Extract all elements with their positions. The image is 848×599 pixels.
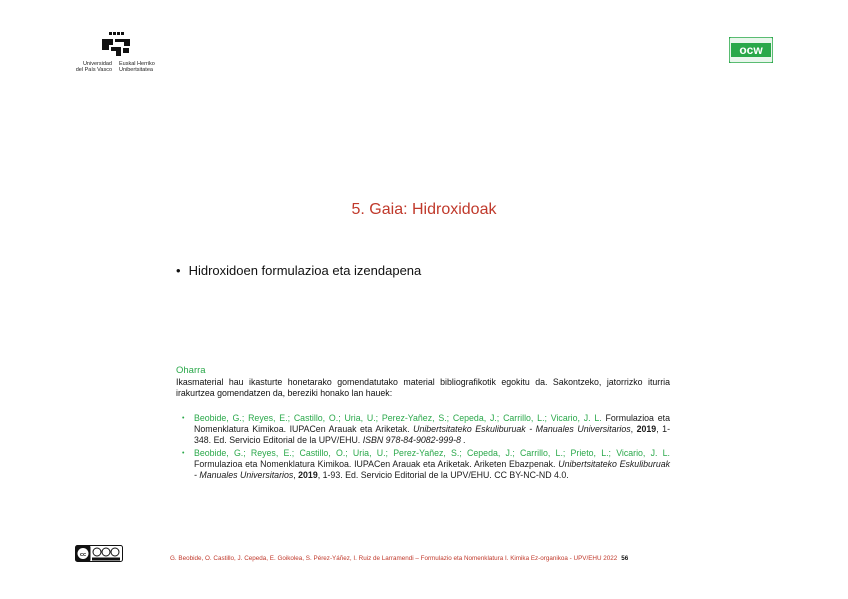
reference-authors: Beobide, G.; Reyes, E.; Castillo, O.; Uria, U.; Perez-Yañez, S.; Cepeda, J.; Carrillo, L.; Prieto, L.; Vicario, J. L. <box>194 448 670 458</box>
upv-name-basque: Euskal Herriko Unibertsitatea <box>119 61 155 73</box>
reference-title: Formulazioa eta Nomenklatura Kimikoa. IUPACen Arauak eta Ariketak. <box>194 413 670 434</box>
reference-series: Unibertsitateko Eskuliburuak - Manuales Universitarios <box>194 459 671 480</box>
reference-details: , 1-93. Ed. Servicio Editorial de la UPV/EHU. CC BY-NC-ND 4.0. <box>317 470 569 480</box>
reference-isbn: ISBN 978-84-9082-999-8 . <box>362 435 466 445</box>
note-section <box>176 365 670 483</box>
page-number: 56 <box>621 555 629 562</box>
svg-text:cc: cc <box>79 552 87 558</box>
reference-year: 2019 <box>298 470 318 480</box>
main-bullet-text: Hidroxidoen formulazioa eta izendapena <box>188 263 422 278</box>
upv-ehu-logo <box>64 30 168 78</box>
footer-credits: G. Beobide, O. Castillo, J. Cepeda, E. Goikolea, S. Pérez-Yáñez, I. Ruiz de Larramendi – Formulazio eta Nomenklatura I. Kimika Ez-organikoa - UPV/EHU 2022 <box>170 555 618 562</box>
reference-title: Formulazioa eta Nomenklatura Kimikoa. IUPACen Arauak eta Ariketak. Ariketen Ebazpenak. <box>194 459 559 469</box>
page-title: 5. Gaia: Hidroxidoak <box>351 201 497 218</box>
cc-license-badge-icon <box>75 545 123 562</box>
note-heading: Oharra <box>176 365 206 376</box>
note-body: Ikasmaterial hau ikasturte honetarako gomendatutako material bibliografikotik egokitu da. Sakontzeko, jatorrizko iturria irakurtzea gomendatzen da, bereziki honako lan hauek: <box>176 377 670 398</box>
main-bullet-item <box>176 263 421 278</box>
reference-authors: Beobide, G.; Reyes, E.; Castillo, O.; Uria, U.; Perez-Yañez, S.; Cepeda, J.; Carrillo, L.; Vicario, J. L. <box>194 413 602 423</box>
footer <box>170 555 628 562</box>
ocw-logo-icon <box>729 37 773 63</box>
bullet-dot: • <box>176 263 181 278</box>
reference-details: , 1-348. Ed. Servicio Editorial de la UPV/EHU. <box>194 424 671 445</box>
reference-year: 2019 <box>636 424 657 434</box>
upv-name-spanish: Universidad del País Vasco <box>75 61 112 73</box>
upv-ehu-emblem-icon <box>99 30 133 58</box>
reference-item: • Beobide, G.; Reyes, E.; Castillo, O.; Uria, U.; Perez-Yañez, S.; Cepeda, J.; Carrillo, L.; Vicario, J. L. Formulazioa eta Nomenklatura Kimikoa. IUPACen Arauak eta Ariketak. Unibertsitateko Eskuliburuak - Manuales Universitarios, 2019, 1-348. Ed. Servicio Editorial de la UPV/EHU. ISBN 978-84-9082-999-8 . <box>194 413 670 446</box>
reference-item: • Beobide, G.; Reyes, E.; Castillo, O.; Uria, U.; Perez-Yañez, S.; Cepeda, J.; Carrillo, L.; Prieto, L.; Vicario, J. L. Formulazioa eta Nomenklatura Kimikoa. IUPACen Arauak eta Ariketak. Ariketen Ebazpenak. Unibertsitateko Eskuliburuak - Manuales Universitarios, 2019, 1-93. Ed. Servicio Editorial de la UPV/EHU. CC BY-NC-ND 4.0. <box>194 448 670 481</box>
reference-series: Unibertsitateko Eskuliburuak - Manuales Universitarios <box>413 424 631 434</box>
ocw-label: ocw <box>739 43 763 57</box>
reference-list <box>176 413 670 481</box>
